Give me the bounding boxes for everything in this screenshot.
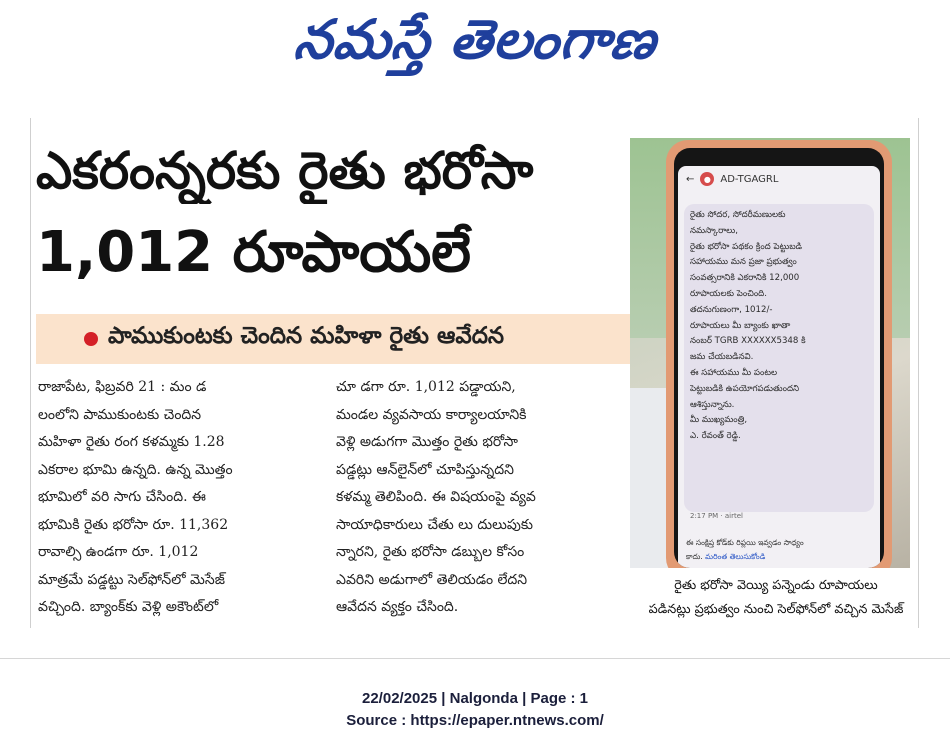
sms-line: రూపాయలకు పెంచింది. [690, 288, 767, 299]
sms-line: పెట్టుబడికి ఉపయోగపడుతుందని [690, 383, 800, 394]
photo-caption [632, 574, 920, 622]
article-line: వెళ్లి అడుగగా మొత్తం రైతు భరోసా [336, 434, 518, 450]
sms-line: నంబర్ TGRB XXXXXX5348 కి [690, 336, 806, 347]
phone-body [666, 140, 892, 568]
sms-line: రూపాయలు మీ బ్యాంకు ఖాతా [690, 320, 791, 331]
article-line: చూ డగా రూ. 1,012 పడ్డాయని, [336, 379, 516, 395]
avatar-icon: ● [700, 172, 714, 186]
sms-sender: AD-TGAGRL [720, 173, 779, 185]
sms-line: సంవత్సరానికి ఎకరానికి 12,000 [690, 273, 800, 284]
sms-line: రైతు భరోసా పథకం క్రింద పెట్టుబడి [690, 241, 803, 252]
article-line: రాజాపేట, ఫిబ్రవరి 21 : మం డ [38, 379, 207, 395]
article-column-2 [336, 374, 628, 622]
headline-line-2: 1,012 రూపాయలే [36, 220, 471, 285]
column-rule-right [918, 118, 919, 628]
article-line: భూమికి రైతు భరోసా రూ. 11,362 [38, 516, 229, 533]
column-rule-left [30, 118, 31, 628]
article-column-1 [38, 374, 306, 622]
sms-bubble [684, 204, 874, 512]
sms-timestamp: 2:17 PM · airtel [690, 512, 743, 520]
article-line: భూమిలో వరి సాగు చేసింది. ఈ [38, 489, 206, 505]
source-url: Source : https://epaper.ntnews.com/ [346, 712, 604, 729]
masthead [0, 0, 950, 82]
edition-info: 22/02/2025 | Nalgonda | Page : 1 [362, 690, 588, 707]
sms-footer-note [686, 536, 872, 564]
caption-line-2: పడినట్లు ప్రభుత్వం నుంచి సెల్‌ఫోన్‌లో వచ్చిన మెసేజ్ [648, 602, 904, 617]
sms-line: ఎ. రేవంత్ రెడ్డి. [690, 431, 741, 442]
article-line: పడ్డట్లు ఆన్‌లైన్‌లో చూపిస్తున్నదని [336, 461, 514, 478]
sms-line: ఆశిస్తున్నాను. [690, 399, 735, 410]
caption-line-1: రైతు భరోసా వెయ్యి పన్నెండు రూపాయలు [674, 578, 878, 593]
red-bullet-icon [84, 332, 98, 346]
subheadline-banner [36, 314, 630, 364]
article-line: లంలోని పాముకుంటకు చెందిన [38, 406, 202, 423]
article-line: మాత్రమే పడ్డట్టు సెల్‌ఫోన్‌లో మెసేజ్ [38, 571, 225, 588]
headline-line-1: ఎకరంన్నరకు రైతు భరోసా [36, 142, 534, 201]
sms-screen [678, 166, 880, 568]
article-line: వచ్చింది. బ్యాంక్‌కు వెళ్లి అకౌంట్‌లో [38, 599, 219, 615]
article-line: ఎవరిని అడుగాలో తెలియడం లేదని [336, 571, 528, 588]
article-line: మండల వ్యవసాయ కార్యాలయానికి [336, 406, 527, 423]
sms-line: తదనుగుణంగా, 1012/- [690, 304, 773, 315]
article-line: ఎకరాల భూమి ఉన్నది. ఉన్న మొత్తం [38, 461, 233, 478]
page-footer [0, 688, 950, 732]
back-arrow-icon: ← [686, 173, 695, 185]
learn-more-link: మరింత తెలుసుకోండి [705, 552, 766, 561]
sms-line: నమస్కారాలు, [690, 225, 738, 236]
sms-footer-text: ఈ సంక్షిప్త కోడ్‌కు రిప్లయి ఇవ్వడం సాధ్యం [686, 538, 804, 547]
phone-photo [630, 138, 910, 568]
sms-header [686, 172, 778, 186]
article-line: ఆవేదన వ్యక్తం చేసింది. [336, 599, 459, 615]
article-line: న్నారని, రైతు భరోసా డబ్బుల కోసం [336, 544, 525, 560]
sms-footer-text-2: కాదు. [686, 552, 703, 561]
phone-screen [674, 148, 884, 568]
subheadline-text: పాముకుంటకు చెందిన మహిళా రైతు ఆవేదన [108, 323, 505, 349]
article-line: మహిళా రైతు రంగ కళమ్మకు 1.28 [38, 434, 225, 450]
page-divider [0, 658, 950, 659]
sms-line: సహాయము మన ప్రజా ప్రభుత్వం [690, 257, 797, 268]
article-line: కళమ్మ తెలిపింది. ఈ విషయంపై వ్యవ [336, 489, 536, 505]
article-line: సాయాధికారులు చేతు లు దులుపుకు [336, 516, 533, 533]
sms-line: జమ చేయబడినవి. [690, 352, 754, 363]
sms-line: ఈ సహాయము మీ పంటల [690, 367, 778, 378]
newspaper-title: నమస్తే తెలంగాణ [291, 8, 660, 71]
article-line: రావాల్సి ఉండగా రూ. 1,012 [38, 544, 199, 560]
sms-line: రైతు సోదర, సోదరీమణులకు [690, 210, 786, 220]
sms-line: మీ ముఖ్యమంత్రి, [690, 415, 748, 426]
